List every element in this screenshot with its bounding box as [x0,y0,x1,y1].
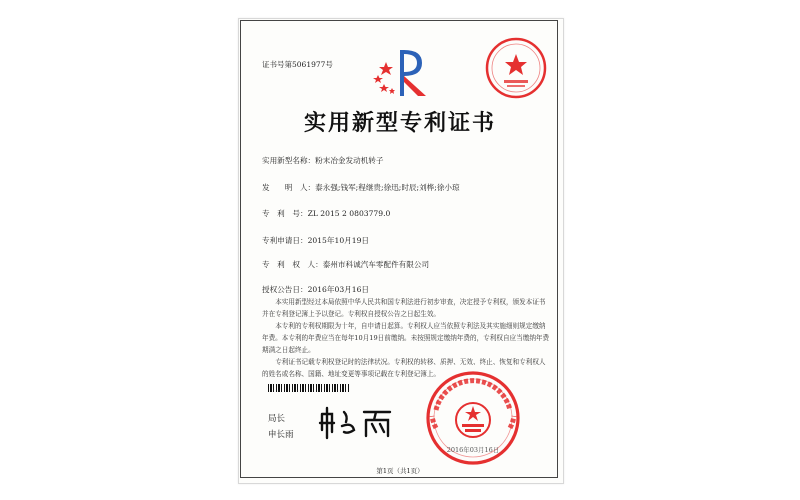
top-right-seal [484,36,548,100]
field-application-date [262,235,369,246]
certificate-title: 实用新型专利证书 [303,110,496,136]
red-star-1 [379,62,393,75]
field-patentee [262,259,429,270]
field-label: 专利申请日： [262,236,308,245]
field-value: ZL 2015 2 0803779.0 [307,209,391,218]
field-utility-model-name [262,155,384,166]
red-star-4 [389,88,395,94]
field-value: 2016年03月16日 [307,285,369,294]
field-label: 发 明 人： [262,183,316,192]
certificate-body [262,296,552,380]
page-footer: 第1页（共1页） [376,467,424,475]
director-title: 局长 [268,414,286,424]
field-label: 授权公告日： [262,285,308,294]
director-signature [318,404,398,440]
field-label: 实用新型名称： [262,156,316,165]
field-label: 专 利 权 人： [262,260,323,269]
director-name: 申长雨 [268,430,294,440]
barcode [268,384,350,392]
red-star-2 [373,75,383,83]
blue-p-shape [400,50,422,96]
patent-office-emblem [362,46,438,98]
red-star-3 [379,84,389,92]
field-value: 泰永强;钱军;程继贵;徐迅;时辰;刘桦;徐小琼 [315,183,460,192]
field-value: 2015年10月19日 [307,236,369,245]
paragraph-legal-status: 专利证书记载专利权登记时的法律状况。专利权的转移、质押、无效、终止、恢复和专利权人的姓名或名称、国籍、地址变更等事项记载在专利登记簿上。 [262,358,546,378]
field-value: 粉末冶金发动机转子 [315,156,384,165]
certificate-number: 证书号第5061977号 [262,60,333,69]
field-label: 专 利 号： [262,209,308,218]
field-value: 泰州市科诚汽车零配件有限公司 [322,260,430,269]
seal-date: 2016年03月16日 [446,446,500,454]
field-patent-number [262,208,390,219]
national-ip-office-seal [418,370,528,466]
field-grant-date [262,284,369,295]
paragraph-term: 本专利的专利权期限为十年，自申请日起算。专利权人应当依照专利法及其实施细则规定缴纳年费。本专利的年费应当在每年10月19日前缴纳。未按照规定缴纳年费的，专利权自应当缴纳年费期满之日起终止。 [262,322,550,354]
field-inventors [262,182,460,193]
paragraph-grant: 本实用新型经过本局依照中华人民共和国专利法进行初步审查，决定授予专利权，颁发本证书并在专利登记簿上予以登记。专利权自授权公告之日起生效。 [262,298,546,318]
